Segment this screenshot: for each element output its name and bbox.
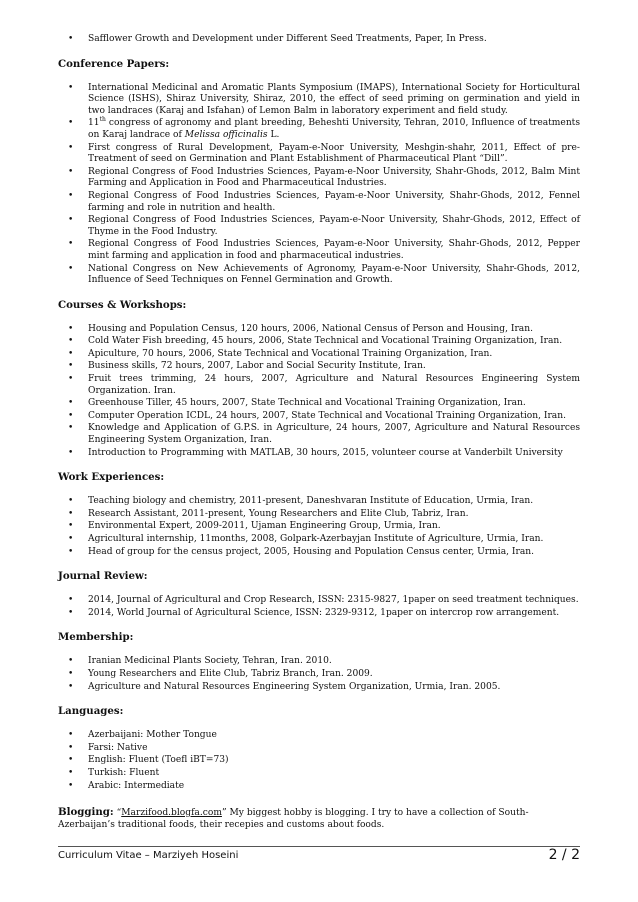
list-item: • Safflower Growth and Development under Different Seed Treatments, Paper, In Press. — [58, 34, 580, 46]
membership-list — [58, 656, 580, 693]
list-item: • Head of group for the census project, 2005, Housing and Population Census center, Urmia, Iran. — [58, 547, 580, 559]
quote-close: ” — [221, 808, 227, 819]
list-item: • Iranian Medicinal Plants Society, Tehran, Iran. 2010. — [58, 656, 580, 668]
quote-open: “ — [113, 808, 122, 819]
section-heading-work: Work Experiences: — [58, 471, 165, 484]
publications-tail-list — [58, 34, 580, 46]
list-item: • Agriculture and Natural Resources Engineering System Organization, Urmia, Iran. 2005. — [58, 682, 580, 694]
list-item: • Teaching biology and chemistry, 2011-present, Daneshvaran Institute of Education, Urmia, Iran. — [58, 496, 580, 508]
courses-list — [58, 324, 580, 460]
list-item: • 2014, Journal of Agricultural and Crop Research, ISSN: 2315-9827, 1paper on seed treatment techniques. — [58, 595, 580, 607]
species-name: Melissa officinalis — [184, 129, 268, 140]
section-heading-courses: Courses & Workshops: — [58, 298, 187, 311]
item-text-end: L. — [267, 129, 280, 140]
list-item: • Azerbaijani: Mother Tongue — [58, 730, 580, 742]
blogging-paragraph — [58, 806, 580, 831]
list-item: • English: Fluent (Toefl iBT=73) — [58, 755, 580, 767]
list-item: • 2014, World Journal of Agricultural Science, ISSN: 2329-9312, 1paper on intercrop row arrangement. — [58, 608, 580, 620]
page-number: 2 / 2 — [548, 847, 580, 863]
section-heading-blogging: Blogging: — [58, 806, 114, 819]
list-item: • Regional Congress of Food Industries Sciences, Payam-e-Noor University, Shahr-Ghods, 2012, Balm Mint Farming and Application in Food and Pharmaceutical Industries. — [58, 167, 580, 190]
item-text: congress of agronomy and plant breeding, Beheshti University, Tehran, 2010, Influence of treatments on Karaj landrace of — [88, 118, 580, 140]
journal-list — [58, 595, 580, 619]
footer-title: Curriculum Vitae – Marziyeh Hoseini — [58, 850, 239, 861]
blogging-text: My biggest hobby is blogging. I try to have a collection of South-Azerbaijan’s traditional foods, their recepies and customs about foods. — [58, 808, 529, 831]
ordinal-number: 11 — [88, 118, 100, 129]
list-item: • Cold Water Fish breeding, 45 hours, 2006, State Technical and Vocational Training Organization, Iran. — [58, 336, 580, 348]
list-item: • Farsi: Native — [58, 743, 580, 755]
list-item: • Computer Operation ICDL, 24 hours, 2007, State Technical and Vocational Training Organization, Iran. — [58, 411, 580, 423]
footer-divider — [58, 846, 580, 847]
list-item: • Turkish: Fluent — [58, 768, 580, 780]
section-heading-journal: Journal Review: — [58, 570, 148, 583]
list-item: • Knowledge and Application of G.P.S. in Agriculture, 24 hours, 2007, Agriculture and Natural Resources Engineering System Organization, Iran. — [58, 423, 580, 446]
list-item: • Introduction to Programming with MATLAB, 30 hours, 2015, volunteer course at Vanderbilt University — [58, 448, 580, 460]
list-item: • National Congress on New Achievements of Agronomy, Payam-e-Noor University, Shahr-Ghods, 2012, Influence of Seed Techniques on Fennel Germination and Growth. — [58, 264, 580, 287]
list-item: • Housing and Population Census, 120 hours, 2006, National Census of Person and Housing, Iran. — [58, 324, 580, 336]
list-item: • Regional Congress of Food Industries Sciences, Payam-e-Noor University, Shahr-Ghods, 2012, Fennel farming and role in nutrition and health. — [58, 191, 580, 214]
list-item: • Arabic: Intermediate — [58, 781, 580, 793]
list-item: • Regional Congress of Food Industries Sciences, Payam-e-Noor University, Shahr-Ghods, 2012, Pepper mint farming and application in food and pharmaceutical industries. — [58, 239, 580, 262]
list-item: • First congress of Rural Development, Payam-e-Noor University, Meshgin-shahr, 2011, Effect of pre-Treatment of seed on Germination and Plant Establishment of Pharmaceutical Plant “Dill”. — [58, 143, 580, 166]
section-heading-languages: Languages: — [58, 705, 124, 718]
cv-content — [58, 34, 580, 831]
list-item: • Research Assistant, 2011-present, Young Researchers and Elite Club, Tabriz, Iran. — [58, 509, 580, 521]
ordinal-suffix: th — [99, 116, 106, 124]
list-item: • Young Researchers and Elite Club, Tabriz Branch, Iran. 2009. — [58, 669, 580, 681]
languages-list — [58, 730, 580, 792]
list-item: • Apiculture, 70 hours, 2006, State Technical and Vocational Training Organization, Iran. — [58, 349, 580, 361]
list-item: • Business skills, 72 hours, 2007, Labor and Social Security Institute, Iran. — [58, 361, 580, 373]
list-item: • Greenhouse Tiller, 45 hours, 2007, State Technical and Vocational Training Organization, Iran. — [58, 398, 580, 410]
work-list — [58, 496, 580, 558]
list-item: • International Medicinal and Aromatic Plants Symposium (IMAPS), International Society for Horticultural Science (ISHS), Shiraz University, Shiraz, 2010, the effect of seed priming on germination and yield in two landraces (Karaj and Isfahan) of Lemon Balm in laboratory experiment and field study. — [58, 83, 580, 118]
list-item: • Regional Congress of Food Industries Sciences, Payam-e-Noor University, Shahr-Ghods, 2012, Effect of Thyme in the Food Industry. — [58, 215, 580, 238]
conference-list — [58, 83, 580, 287]
list-item: • Environmental Expert, 2009-2011, Ujaman Engineering Group, Urmia, Iran. — [58, 521, 580, 533]
list-item: • Fruit trees trimming, 24 hours, 2007, Agriculture and Natural Resources Engineering System Organization. Iran. — [58, 374, 580, 397]
section-heading-conference: Conference Papers: — [58, 57, 170, 70]
blog-link[interactable]: Marzifood.blogfa.com — [121, 808, 222, 819]
section-heading-membership: Membership: — [58, 631, 134, 644]
list-item: • Agricultural internship, 11months, 2008, Golpark-Azerbayjan Institute of Agriculture, Urmia, Iran. — [58, 534, 580, 546]
list-item — [58, 118, 580, 141]
